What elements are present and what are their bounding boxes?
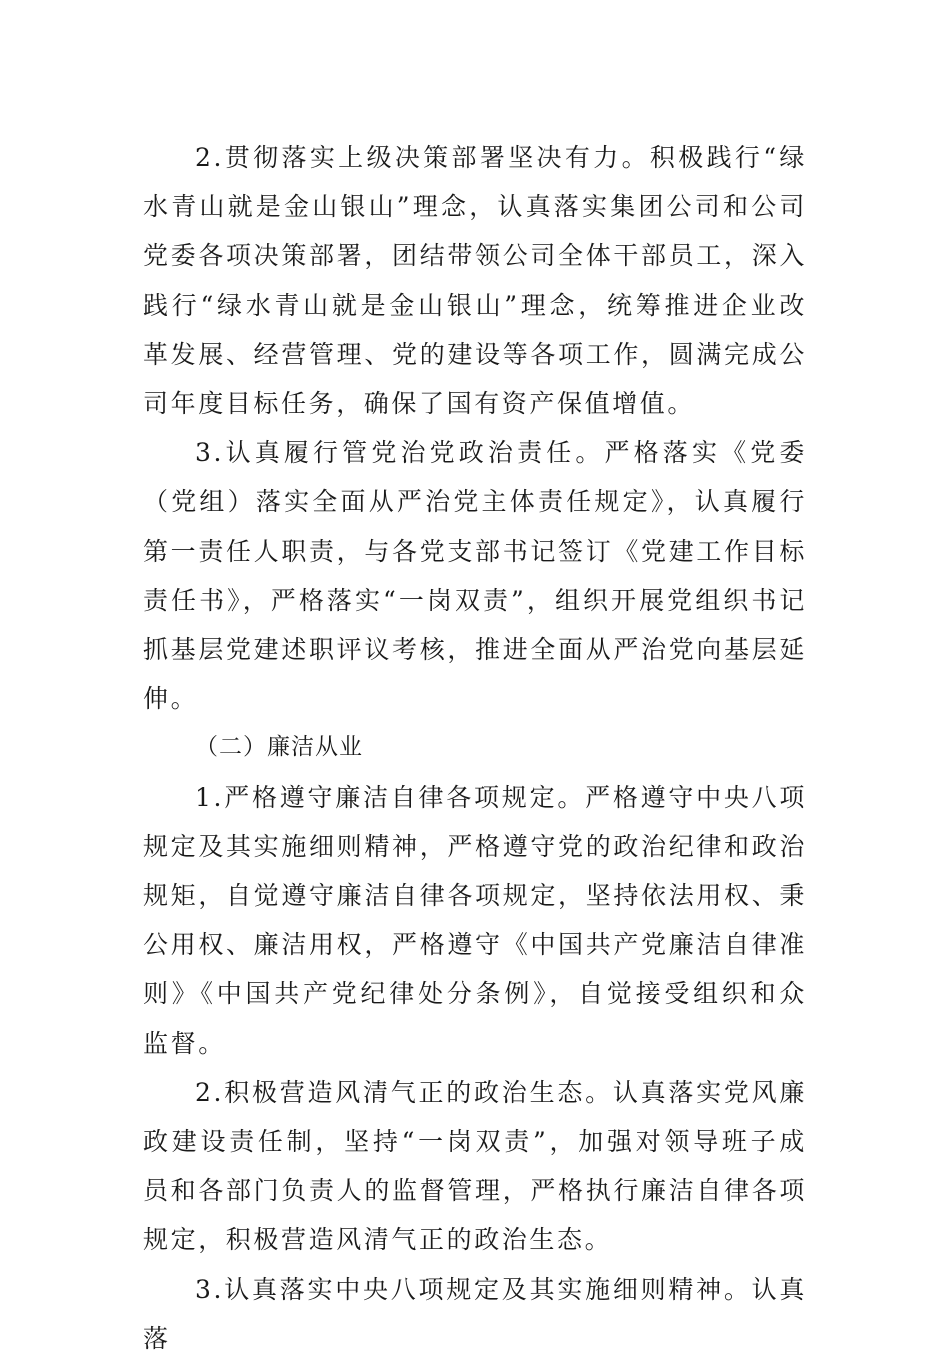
section-paragraph-2: 2.积极营造风清气正的政治生态。认真落实党风廉政建设责任制，坚持“一岗双责”，加强对领导班子成员和各部门负责人的监督管理，严格执行廉洁自律各项规定，积极营造风清气正的政治生态。: [143, 1077, 807, 1255]
section-paragraph-3: 3.认真落实中央八项规定及其实施细则精神。认真落: [143, 1274, 807, 1353]
section-paragraph-1: 1.严格遵守廉洁自律各项规定。严格遵守中央八项规定及其实施细则精神，严格遵守党的政治纪律和政治规矩，自觉遵守廉洁自律各项规定，坚持依法用权、秉公用权、廉洁用权，严格遵守《中国共产党廉洁自律准则》《中国共产党纪律处分条例》，自觉接受组织和众监督。: [143, 782, 807, 1058]
paragraph-item-2: 2.贯彻落实上级决策部署坚决有力。积极践行“绿水青山就是金山银山”理念，认真落实集团公司和公司党委各项决策部署，团结带领公司全体干部员工，深入践行“绿水青山就是金山银山”理念，统筹推进企业改革发展、经营管理、党的建设等各项工作，圆满完成公司年度目标任务，确保了国有资产保值增值。: [143, 143, 807, 419]
document-body: [143, 133, 807, 1363]
paragraph-item-3: 3.认真履行管党治党政治责任。严格落实《党委（党组）落实全面从严治党主体责任规定》，认真履行第一责任人职责，与各党支部书记签订《党建工作目标责任书》，严格落实“一岗双责”，组织开展党组织书记抓基层党建述职评议考核，推进全面从严治党向基层延伸。: [143, 438, 807, 714]
section-heading: （二）廉洁从业: [195, 734, 363, 761]
